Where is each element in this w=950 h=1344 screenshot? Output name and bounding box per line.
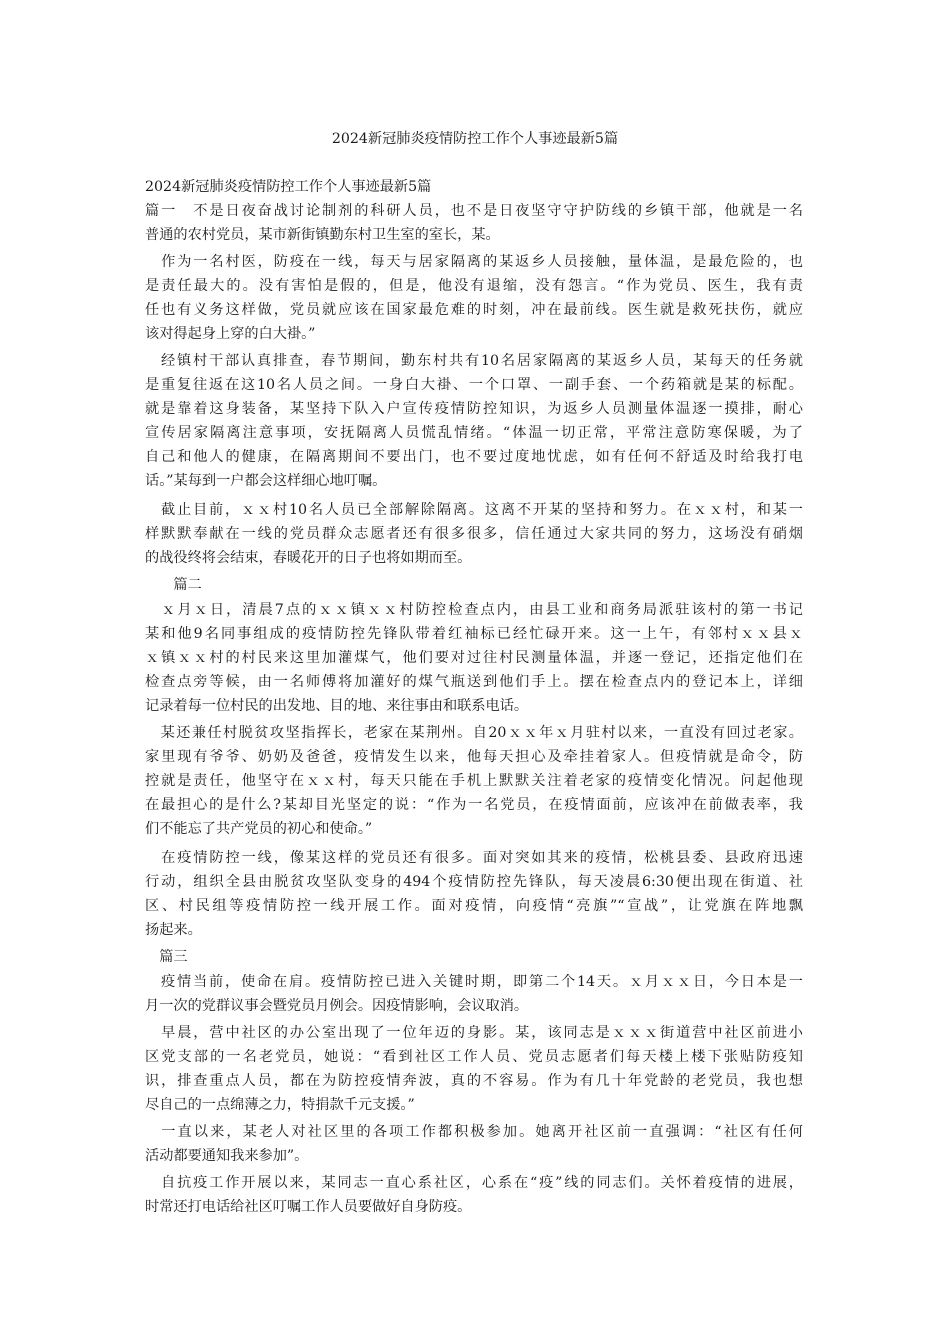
text-line: 月一次的党群议事会暨党员月例会。因疫情影响，会议取消。: [145, 998, 529, 1014]
text-line: 普通的农村党员，某市新街镇勤东村卫生室的室长，某。: [145, 227, 500, 243]
text-line: 们不能忘了共产党员的初心和使命。”: [145, 821, 373, 837]
text-line: 扬起来。: [145, 922, 202, 938]
text-line: 行动，组织全县由脱贫攻坚队变身的494个疫情防控先锋队，每天凌晨6:30便出现在街道、社: [145, 874, 803, 890]
document-title: 2024新冠肺炎疫情防控工作个人事迹最新5篇: [331, 131, 619, 147]
text-line: 经镇村干部认真排查，春节期间，勤东村共有10名居家隔离的某返乡人员，某每天的任务就: [145, 353, 803, 369]
text-line: 该对得起身上穿的白大褂。”: [145, 326, 316, 342]
text-line: 自抗疫工作开展以来，某同志一直心系社区，心系在“疫”线的同志们。关怀着疫情的进展，: [145, 1175, 803, 1191]
text-line: 一直以来，某老人对社区里的各项工作都积极参加。她离开社区前一直强调：“社区有任何: [145, 1124, 803, 1140]
text-line: 截止目前，ｘｘ村10名人员已全部解除隔离。这离不开某的坚持和努力。在ｘｘ村，和某一: [145, 502, 803, 518]
text-line: 在疫情防控一线，像某这样的党员还有很多。面对突如其来的疫情，松桃县委、县政府迅速: [145, 850, 803, 866]
text-line: ｘ镇ｘｘ村的村民来这里加灌煤气，他们要对过往村民测量体温，并逐一登记，还指定他们在: [145, 650, 803, 666]
text-line: 识，排查重点人员，都在为防控疫情奔波，真的不容易。作为有几十年党龄的老党员，我也想: [145, 1073, 803, 1089]
text-line: 就是靠着这身装备，某坚持下队入户宣传疫情防控知识，为返乡人员测量体温逐一摸排，耐心: [145, 401, 803, 417]
text-line: 2024新冠肺炎疫情防控工作个人事迹最新5篇: [145, 179, 432, 195]
text-line: 宣传居家隔离注意事项，安抚隔离人员慌乱情绪。“体温一切正常，平常注意防寒保暖，为了: [145, 425, 803, 441]
text-line: 区、村民组等疫情防控一线开展工作。面对疫情，向疫情“亮旗”“宣战”，让党旗在阵地飘: [145, 898, 803, 914]
text-line: 的战役终将会结束，春暖花开的日子也将如期而至。: [145, 550, 472, 566]
text-line: 作为一名村医，防疫在一线，每天与居家隔离的某返乡人员接触，量体温，是最危险的，也: [145, 254, 803, 270]
text-line: 某和他9名同事组成的疫情防控先锋队带着红袖标已经忙碌开来。这一上午，有邻村ｘｘ县ｘ: [145, 626, 803, 642]
text-line: 尽自己的一点绵薄之力，特捐款千元支援。”: [145, 1097, 415, 1113]
text-line: 任也有义务这样做，党员就应该在国家最危难的时刻，冲在最前线。医生就是救死扶伤，就应: [145, 302, 803, 318]
text-line: 自己和他人的健康，在隔离期间不要出门，也不要过度地忧虑，如有任何不舒适及时给我打电: [145, 449, 803, 465]
text-line: 控就是责任，他坚守在ｘｘ村，每天只能在手机上默默关注着老家的疫情变化情况。问起他现: [145, 773, 803, 789]
text-line: 样默默奉献在一线的党员群众志愿者还有很多很多，信任通过大家共同的努力，这场没有硝烟: [145, 526, 803, 542]
text-line: 检查点旁等候，由一名师傅将加灌好的煤气瓶送到他们手上。摆在检查点内的登记本上，详细: [145, 674, 803, 690]
text-line: ｘ月ｘ日，清晨7点的ｘｘ镇ｘｘ村防控检查点内，由县工业和商务局派驻该村的第一书记: [145, 602, 803, 618]
section-heading: 篇二: [145, 577, 202, 593]
text-line: 早晨，营中社区的办公室出现了一位年迈的身影。某，该同志是ｘｘｘ街道营中社区前进小: [145, 1025, 803, 1041]
text-line: 是责任最大的。没有害怕是假的，但是，他没有退缩，没有怨言。“作为党员、医生，我有责: [145, 278, 803, 294]
section-heading: 篇三: [145, 949, 188, 965]
text-line: 家里现有爷爷、奶奶及爸爸，疫情发生以来，他每天担心及牵挂着家人。但疫情就是命令，防: [145, 749, 803, 765]
text-line: 话。”某每到一户都会这样细心地叮嘱。: [145, 473, 387, 489]
text-line: 篇一 不是日夜奋战讨论制剂的科研人员，也不是日夜坚守守护防线的乡镇干部，他就是一名: [145, 203, 803, 219]
text-line: 在最担心的是什么?某却目光坚定的说：“作为一名党员，在疫情面前，应该冲在前做表率，我: [145, 797, 803, 813]
text-line: 记录着每一位村民的出发地、目的地、来往事由和联系电话。: [145, 698, 529, 714]
text-line: 疫情当前，使命在肩。疫情防控已进入关键时期，即第二个14天。ｘ月ｘｘ日，今日本是一: [145, 974, 803, 990]
text-line: 某还兼任村脱贫攻坚指挥长，老家在某荆州。自20ｘｘ年ｘ月驻村以来，一直没有回过老家。: [145, 725, 803, 741]
text-line: 是重复往返在这10名人员之间。一身白大褂、一个口罩、一副手套、一个药箱就是某的标配。: [145, 377, 803, 393]
text-line: 活动都要通知我来参加”。: [145, 1148, 309, 1164]
text-line: 区党支部的一名老党员，她说：“看到社区工作人员、党员志愿者们每天楼上楼下张贴防疫知: [145, 1049, 803, 1065]
text-line: 时常还打电话给社区叮嘱工作人员要做好自身防疫。: [145, 1199, 472, 1215]
